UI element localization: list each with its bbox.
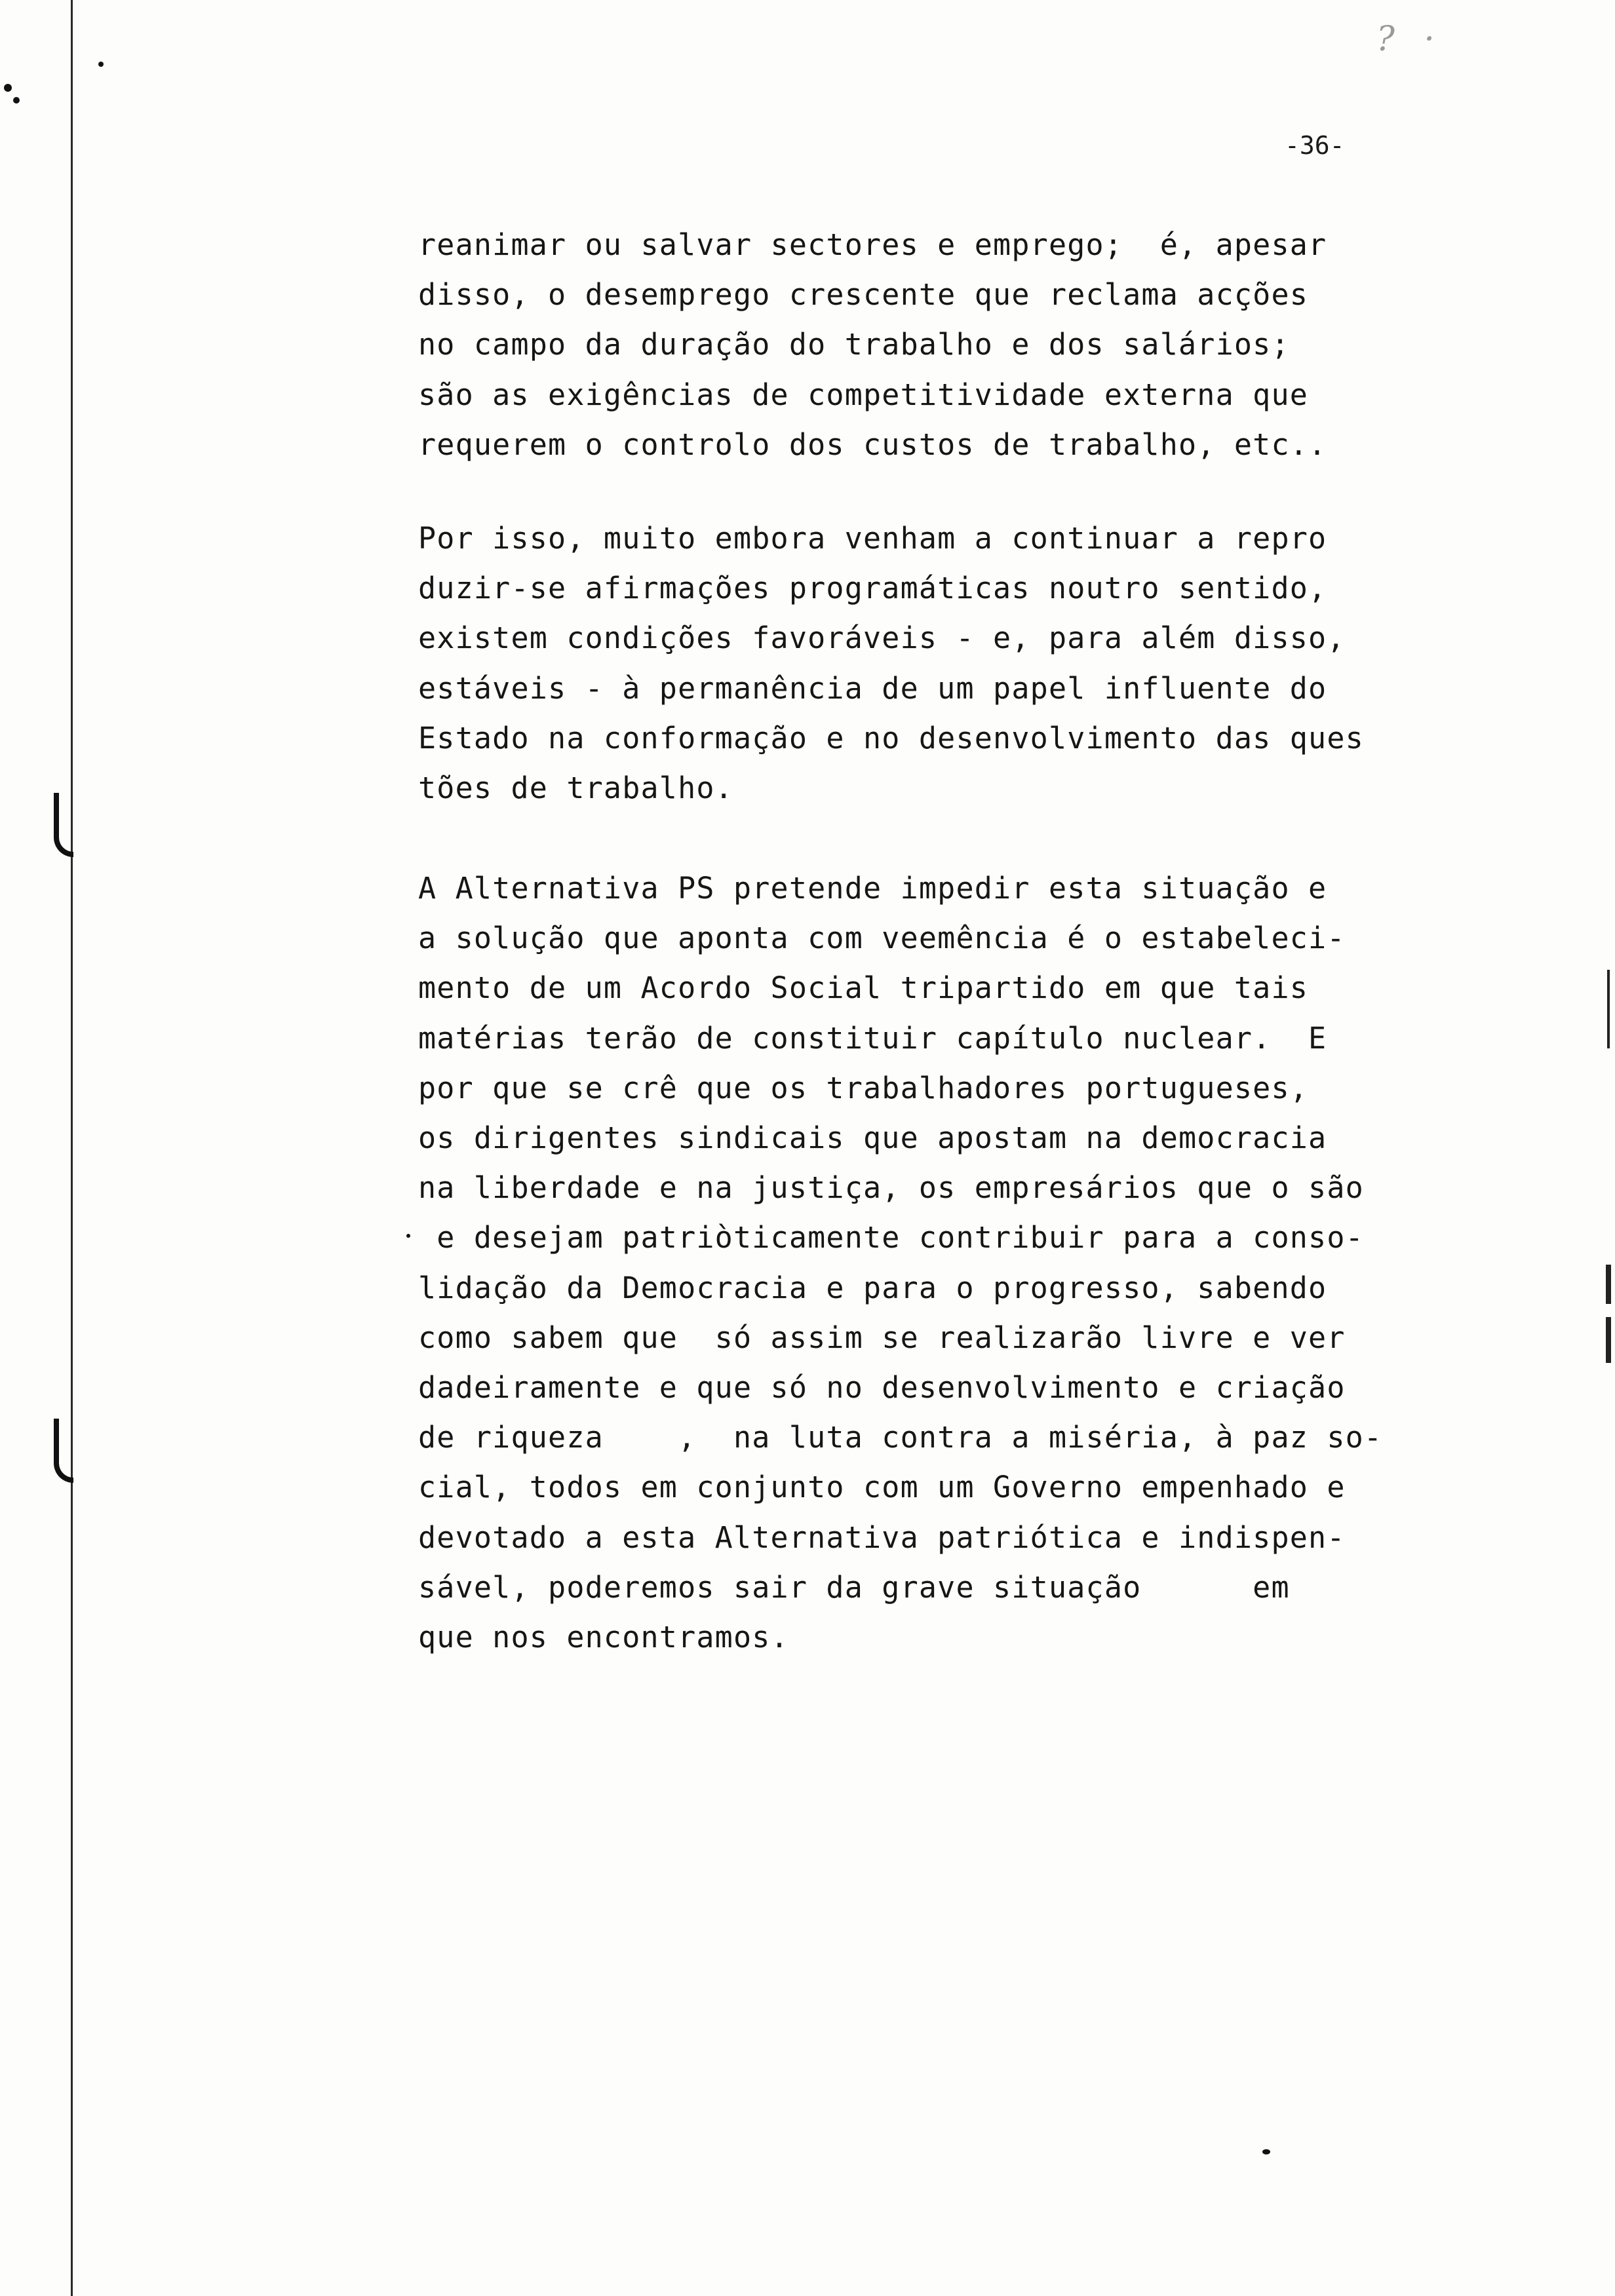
text-line: que nos encontramos.: [418, 1620, 789, 1655]
scan-speck: [4, 84, 12, 92]
text-line: por que se crê que os trabalhadores portugueses,: [418, 1070, 1309, 1105]
text-line: existem condições favoráveis - e, para além disso,: [418, 621, 1346, 656]
paragraph-1: [418, 220, 1428, 470]
scan-speck: [406, 1234, 410, 1238]
text-line: tões de trabalho.: [418, 771, 733, 806]
text-line: no campo da duração do trabalho e dos salários;: [418, 327, 1290, 362]
text-line: estáveis - à permanência de um papel influente do: [418, 670, 1327, 706]
paragraph-3: [418, 864, 1428, 1662]
scan-edge-mark: [1606, 1265, 1611, 1304]
punch-hole-mark-upper: [54, 793, 73, 857]
text-line: A Alternativa PS pretende impedir esta situação e: [418, 871, 1327, 906]
text-line: cial, todos em conjunto com um Governo empenhado e: [418, 1470, 1346, 1505]
text-line: reanimar ou salvar sectores e emprego; é, apesar: [418, 227, 1327, 262]
scan-speck: [98, 62, 104, 67]
handwritten-mark: ? ·: [1376, 20, 1444, 59]
text-line: requerem o controlo dos custos de trabalho, etc..: [418, 427, 1327, 462]
text-line: a solução que aponta com veemência é o estabeleci-: [418, 921, 1346, 956]
text-line: duzir-se afirmações programáticas noutro sentido,: [418, 571, 1327, 606]
text-line: lidação da Democracia e para o progresso, sabendo: [418, 1270, 1327, 1305]
text-line: na liberdade e na justiça, os empresários que o são: [418, 1170, 1364, 1206]
text-line: Estado na conformação e no desenvolvimento das ques: [418, 720, 1364, 756]
binding-margin-line: [71, 0, 73, 2296]
text-line: e desejam patriòticamente contribuir para a conso-: [418, 1220, 1364, 1255]
page-number: -36-: [1285, 131, 1345, 160]
text-line: matérias terão de constituir capítulo nuclear. E: [418, 1020, 1327, 1056]
text-line: dadeiramente e que só no desenvolvimento e criação: [418, 1370, 1346, 1406]
text-line: devotado a esta Alternativa patriótica e indispen-: [418, 1520, 1346, 1555]
scan-edge-mark: [1607, 970, 1610, 1048]
text-line: de riqueza , na luta contra a miséria, à paz so-: [418, 1420, 1383, 1455]
text-line: Por isso, muito embora venham a continuar a repro: [418, 521, 1327, 556]
punch-hole-mark-lower: [54, 1419, 73, 1483]
text-line: mento de um Acordo Social tripartido em que tais: [418, 970, 1309, 1006]
paragraph-2: [418, 514, 1428, 813]
scan-speck: [13, 97, 20, 104]
text-line: como sabem que só assim se realizarão livre e ver: [418, 1320, 1346, 1355]
scan-speck: [1262, 2149, 1270, 2154]
text-line: sável, poderemos sair da grave situação em: [418, 1569, 1290, 1605]
text-line: os dirigentes sindicais que apostam na democracia: [418, 1120, 1327, 1156]
text-line: disso, o desemprego crescente que reclama acções: [418, 277, 1309, 313]
text-line: são as exigências de competitividade externa que: [418, 377, 1309, 412]
scan-edge-mark: [1606, 1317, 1611, 1363]
